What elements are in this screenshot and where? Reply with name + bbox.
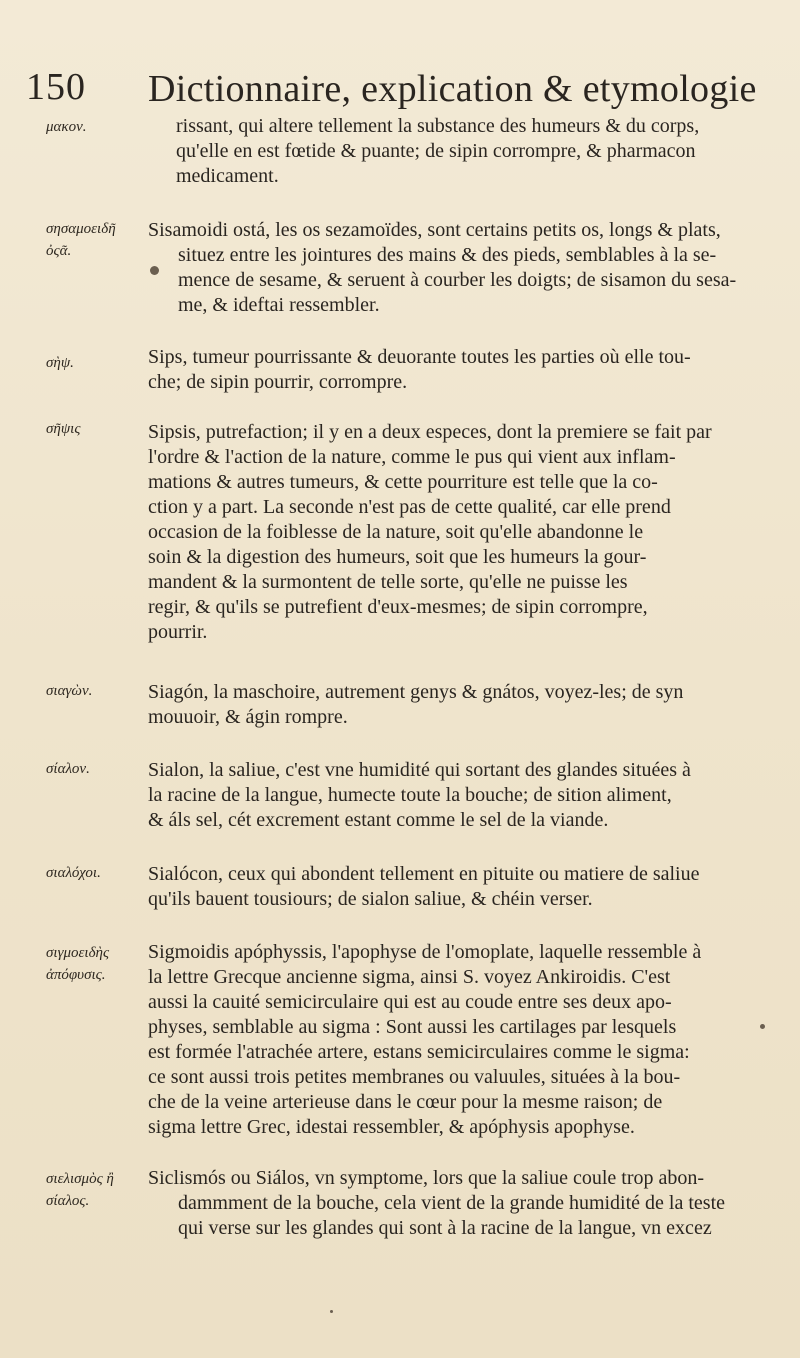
entry-line: qu'elle en est fœtide & puante; de sipin corrompre, & pharmacon: [176, 140, 696, 162]
dictionary-entry: [148, 1166, 768, 1241]
entry-line: che de la veine arterieuse dans le cœur pour la mesme raison; de: [148, 1091, 663, 1113]
entry-line: ce sont aussi trois petites membranes ou valuules, situées à la bou-: [148, 1066, 681, 1088]
entry-line: rissant, qui altere tellement la substance des humeurs & du corps,: [176, 115, 700, 137]
entry-line: situez entre les jointures des mains & des pieds, semblables à la se-: [178, 244, 717, 266]
entry-line: est formée l'atrachée artere, estans semicirculaires comme le sigma:: [148, 1041, 690, 1063]
ink-blot: [150, 266, 159, 275]
entry-line: che; de sipin pourrir, corrompre.: [148, 371, 408, 393]
entry-line: Siagón, la maschoire, autrement genys & gnátos, voyez-les; de syn: [148, 681, 684, 703]
entry-line: ction y a part. La seconde n'est pas de cette qualité, car elle prend: [148, 496, 671, 518]
entry-line: medicament.: [176, 165, 279, 187]
running-title: Dictionnaire, explication & etymologie: [148, 68, 757, 110]
entry-line: me, & ideftai ressembler.: [178, 294, 380, 316]
entry-line: la lettre Grecque ancienne sigma, ainsi S. voyez Ankiroidis. C'est: [148, 966, 671, 988]
margin-greek-term: σῆψις: [46, 421, 81, 437]
margin-greek-term: σὴψ.: [46, 355, 74, 371]
dictionary-entry: [148, 680, 768, 730]
margin-greek-term: σησαμοειδῆ ὀςᾶ.: [46, 221, 116, 259]
entry-line: soin & la digestion des humeurs, soit que les humeurs la gour-: [148, 546, 647, 568]
margin-greek-term: μακον.: [46, 119, 87, 135]
margin-greek-term: σιαλόχοι.: [46, 865, 101, 881]
entry-line: qui verse sur les glandes qui sont à la racine de la langue, vn excez: [178, 1217, 712, 1239]
margin-greek-term: σιγμοειδὴς ἀπόφυσις.: [46, 945, 110, 983]
entry-line: physes, semblable au sigma : Sont aussi les cartilages par lesquels: [148, 1016, 677, 1038]
dictionary-entry: [176, 114, 776, 189]
entry-line: Siclismós ou Siálos, vn symptome, lors que la saliue coule trop abon-: [148, 1167, 705, 1189]
dictionary-entry: [148, 758, 768, 833]
entry-line: occasion de la foiblesse de la nature, soit qu'elle abandonne le: [148, 521, 644, 543]
entry-line: qu'ils bauent tousiours; de sialon saliue, & chéin verser.: [148, 888, 593, 910]
entry-line: regir, & qu'ils se putrefient d'eux-mesmes; de sipin corrompre,: [148, 596, 648, 618]
entry-line: Sialon, la saliue, c'est vne humidité qui sortant des glandes situées à: [148, 759, 691, 781]
page-number: 150: [26, 66, 86, 108]
ink-speck: [330, 1310, 333, 1313]
entry-line: mations & autres tumeurs, & cette pourriture est telle que la co-: [148, 471, 658, 493]
entry-line: sigma lettre Grec, idestai ressembler, & apóphysis apophyse.: [148, 1116, 635, 1138]
dictionary-entry: [148, 218, 768, 318]
dictionary-entry: [148, 420, 768, 645]
entry-line: Sisamoidi ostá, les os sezamoïdes, sont certains petits os, longs & plats,: [148, 219, 721, 241]
entry-line: Sips, tumeur pourrissante & deuorante toutes les parties où elle tou-: [148, 346, 691, 368]
entry-line: la racine de la langue, humecte toute la bouche; de sition aliment,: [148, 784, 672, 806]
entry-line: mence de sesame, & seruent à courber les doigts; de sisamon du sesa-: [178, 269, 737, 291]
entry-line: & áls sel, cét excrement estant comme le sel de la viande.: [148, 809, 609, 831]
dictionary-entry: [148, 345, 768, 395]
dictionary-entry: [148, 862, 768, 912]
entry-line: mandent & la surmontent de telle sorte, qu'elle ne puisse les: [148, 571, 628, 593]
entry-line: Sigmoidis apóphyssis, l'apophyse de l'omoplate, laquelle ressemble à: [148, 941, 702, 963]
entry-line: Sialócon, ceux qui abondent tellement en pituite ou matiere de saliue: [148, 863, 700, 885]
entry-line: l'ordre & l'action de la nature, comme le pus qui vient aux inflam-: [148, 446, 676, 468]
entry-line: Sipsis, putrefaction; il y en a deux especes, dont la premiere se fait par: [148, 421, 712, 443]
entry-line: dammment de la bouche, cela vient de la grande humidité de la teste: [178, 1192, 726, 1214]
margin-greek-term: σιελισμὸς ἢ σίαλος.: [46, 1171, 114, 1209]
margin-greek-term: σιαγὼν.: [46, 683, 93, 699]
entry-line: mouuoir, & ágin rompre.: [148, 706, 348, 728]
margin-greek-term: σίαλον.: [46, 761, 90, 777]
dictionary-entry: [148, 940, 768, 1140]
entry-line: pourrir.: [148, 621, 208, 643]
ink-blot: [760, 1024, 765, 1029]
entry-line: aussi la cauité semicirculaire qui est au coude entre ses deux apo-: [148, 991, 672, 1013]
